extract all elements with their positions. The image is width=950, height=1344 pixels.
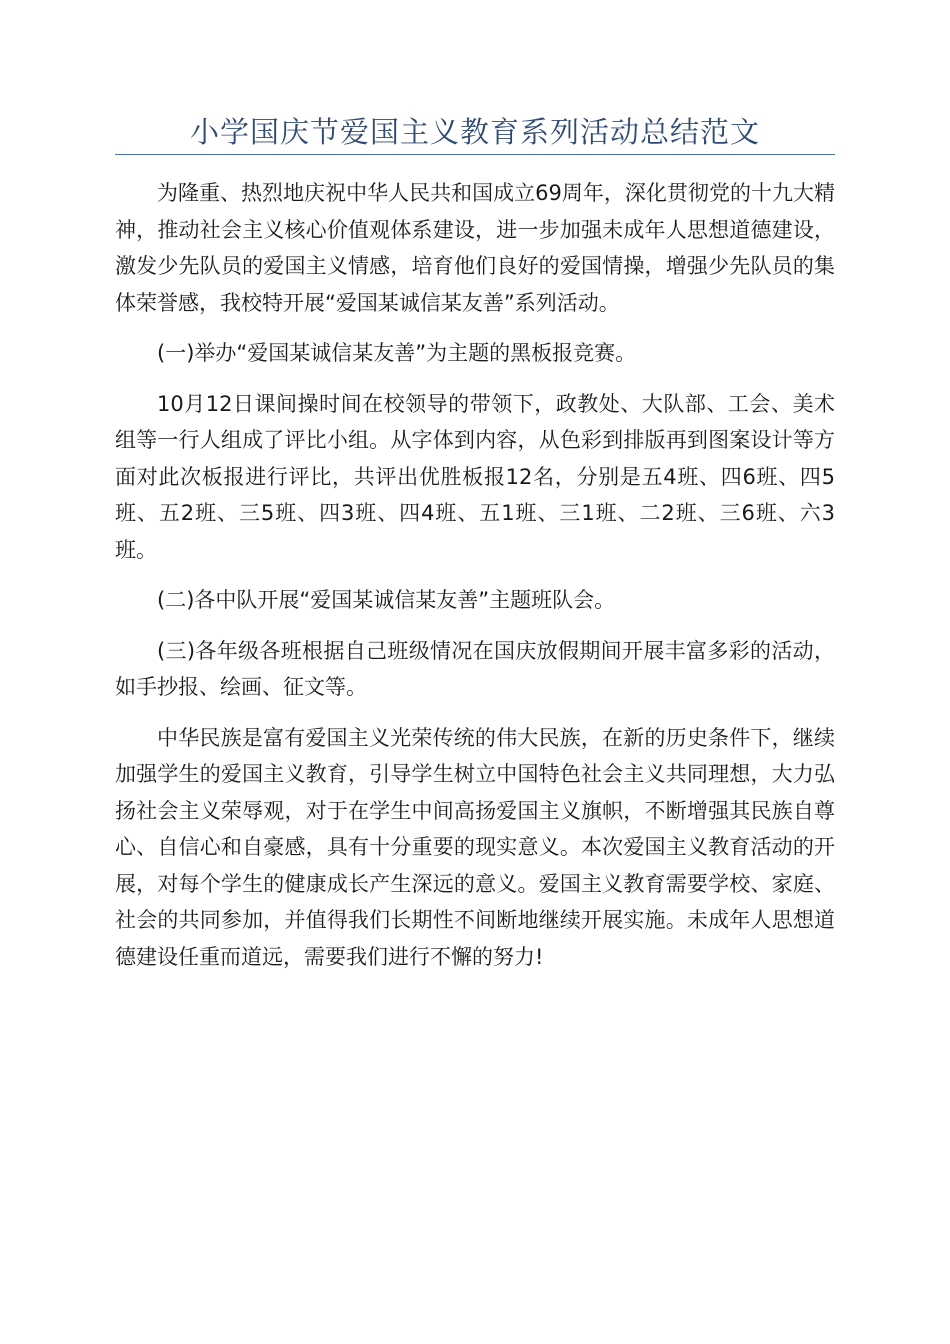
title-underline bbox=[115, 154, 835, 155]
document-body bbox=[115, 175, 835, 989]
paragraph-item-1-detail: 10月12日课间操时间在校领导的带领下，政教处、大队部、工会、美术组等一行人组成了评比小组。从字体到内容，从色彩到排版再到图案设计等方面对此次板报进行评比，共评出优胜板报12名，分别是五4班、四6班、四5班、五2班、三5班、四3班、四4班、五1班、三1班、二2班、三6班、六3班。 bbox=[115, 391, 835, 562]
paragraph-intro: 为隆重、热烈地庆祝中华人民共和国成立69周年，深化贯彻党的十九大精神，推动社会主义核心价值观体系建设，进一步加强未成年人思想道德建设，激发少先队员的爱国主义情感，培育他们良好的爱国情操，增强少先队员的集体荣誉感，我校特开展“爱国某诚信某友善”系列活动。 bbox=[115, 181, 835, 315]
paragraph-item-2: (二)各中队开展“爱国某诚信某友善”主题班队会。 bbox=[157, 588, 616, 612]
paragraph-item-1: (一)举办“爱国某诚信某友善”为主题的黑板报竞赛。 bbox=[157, 341, 637, 365]
document-title: 小学国庆节爱国主义教育系列活动总结范文 bbox=[189, 115, 760, 149]
paragraph-item-3: (三)各年级各班根据自己班级情况在国庆放假期间开展丰富多彩的活动，如手抄报、绘画、征文等。 bbox=[115, 638, 835, 699]
paragraph-conclusion: 中华民族是富有爱国主义光荣传统的伟大民族，在新的历史条件下，继续加强学生的爱国主义教育，引导学生树立中国特色社会主义共同理想，大力弘扬社会主义荣辱观，对于在学生中间高扬爱国主义旗帜，不断增强其民族自尊心、自信心和自豪感，具有十分重要的现实意义。本次爱国主义教育活动的开展，对每个学生的健康成长产生深远的意义。爱国主义教育需要学校、家庭、社会的共同参加，并值得我们长期性不间断地继续开展实施。未成年人思想道德建设任重而道远，需要我们进行不懈的努力! bbox=[115, 725, 835, 969]
